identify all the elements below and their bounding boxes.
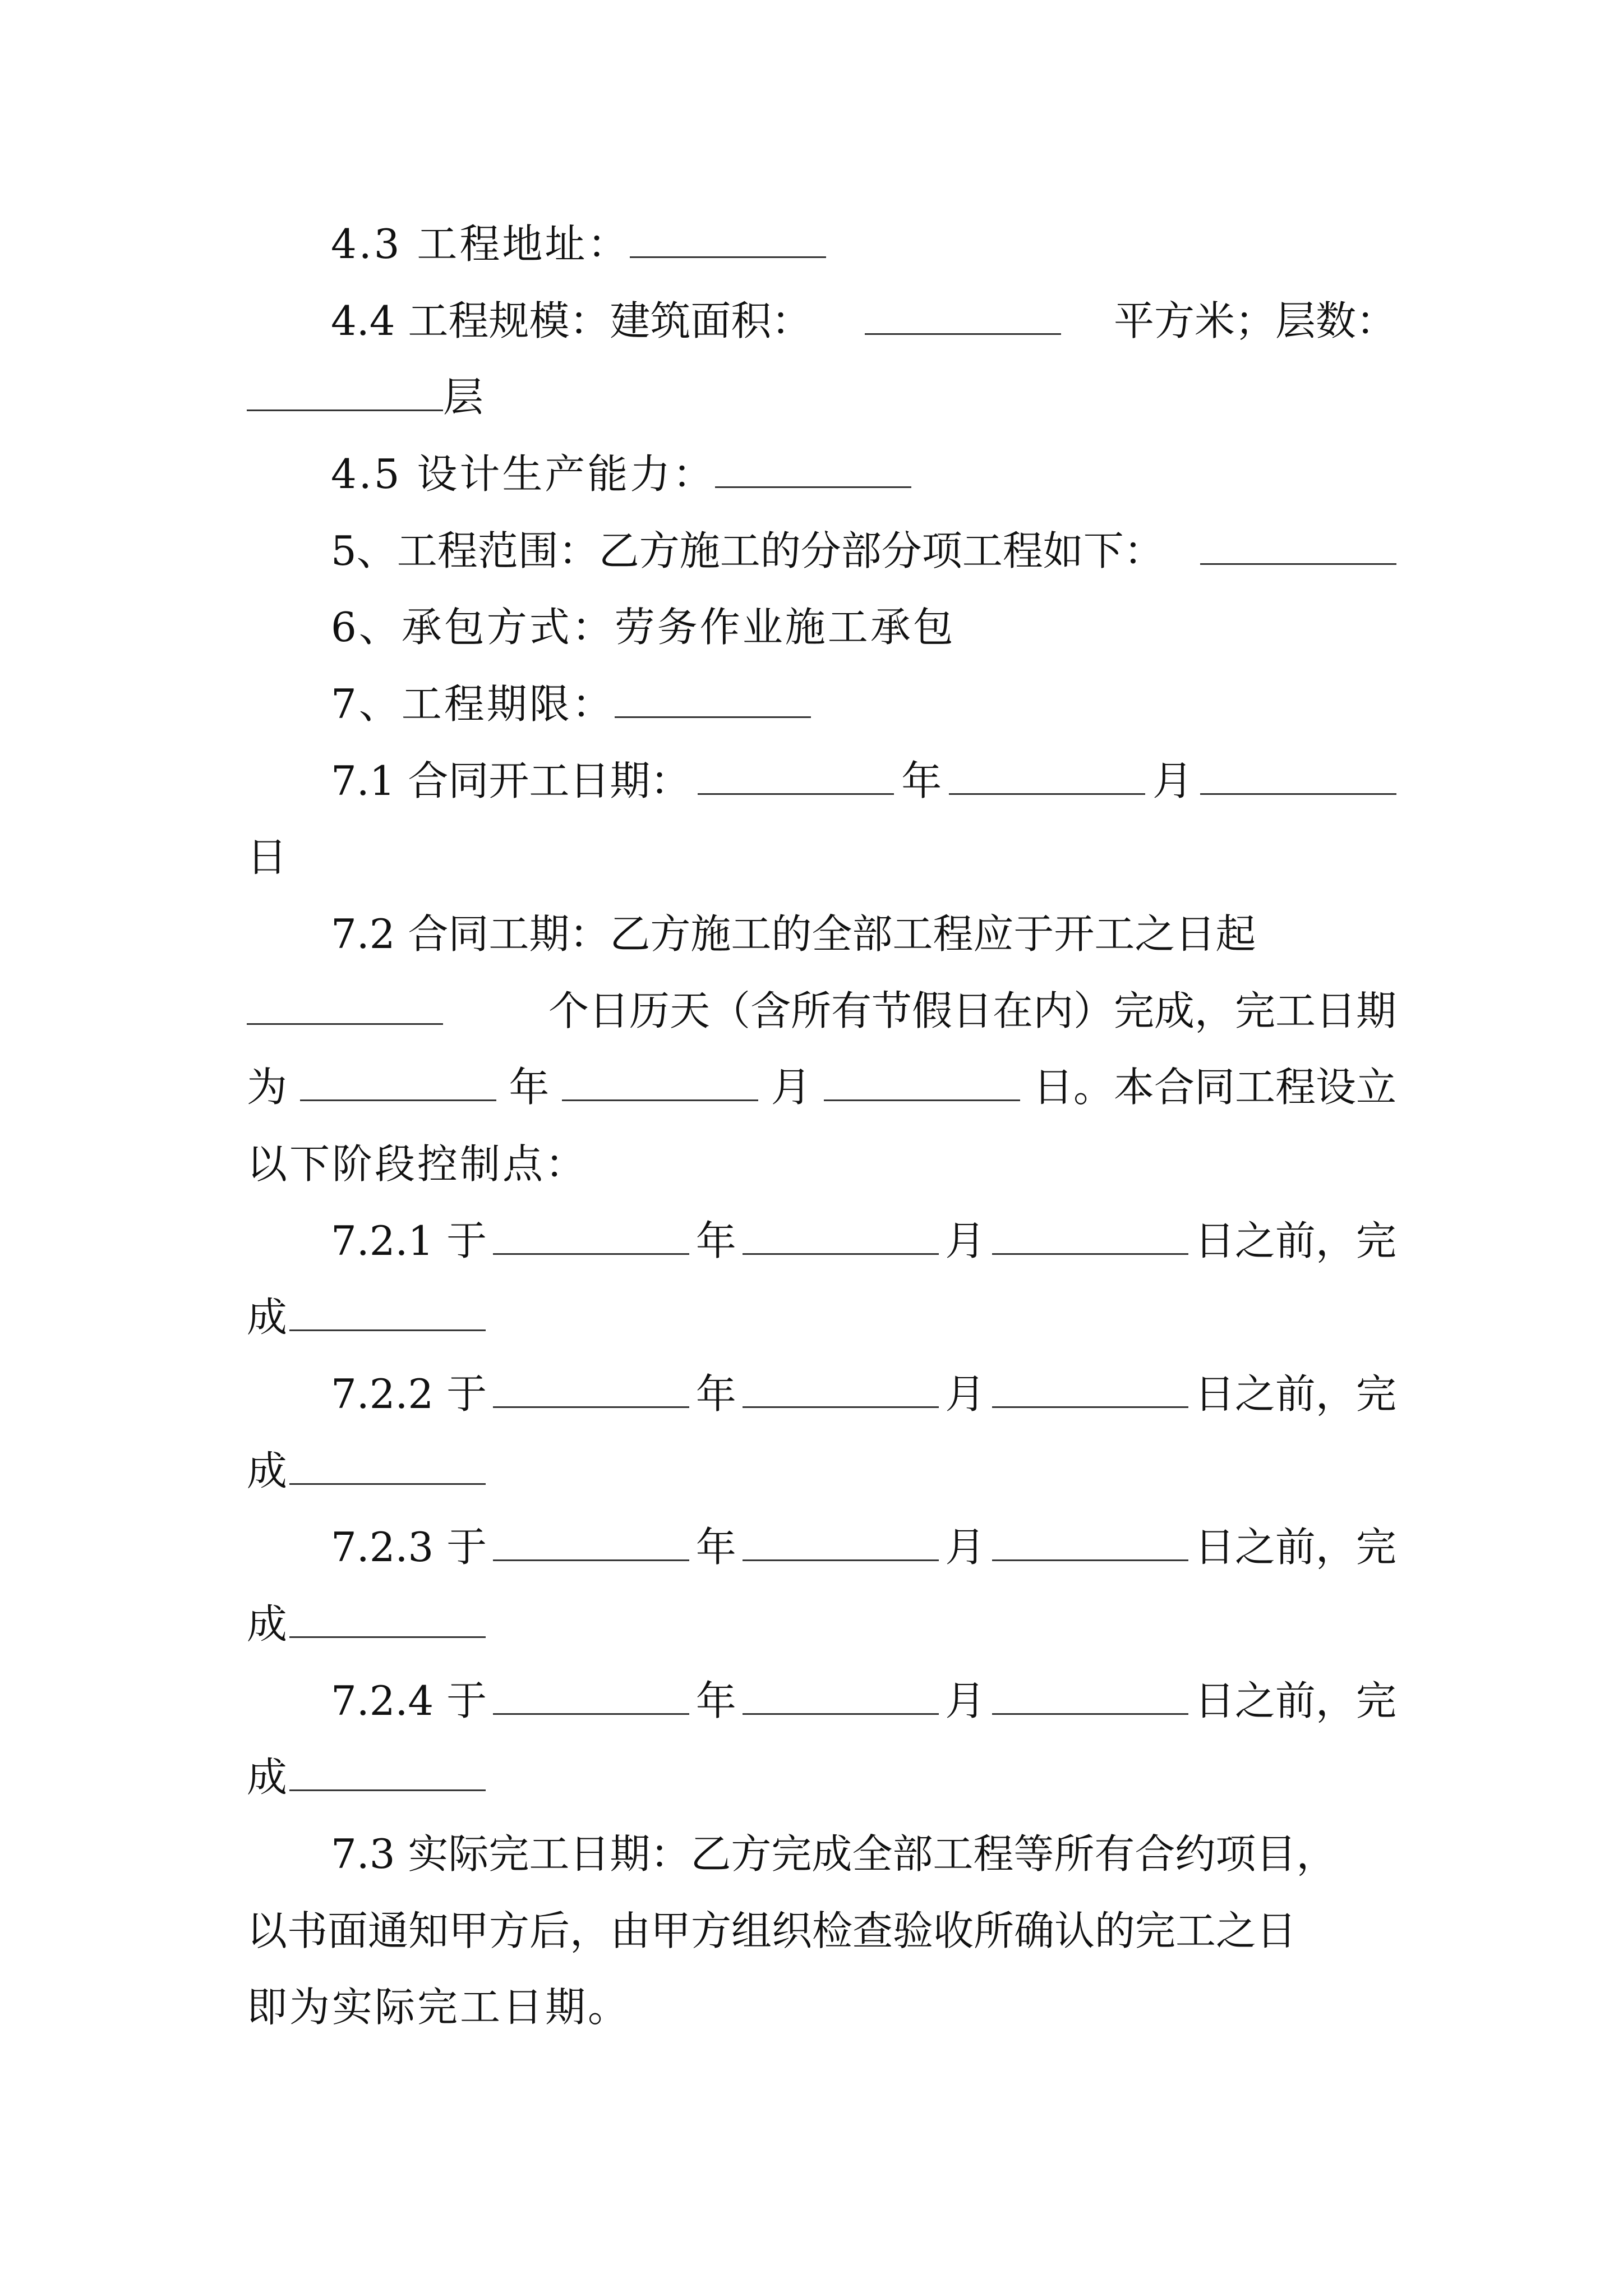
clause-text: 层 — [443, 374, 486, 421]
year-label: 年 — [509, 1064, 550, 1111]
fill-blank — [493, 1520, 689, 1561]
year-label: 年 — [695, 1524, 736, 1571]
clause-4-4-cont — [247, 369, 1396, 425]
clause-4-4 — [331, 293, 1396, 349]
clause-text: 7.3 实际完工日期：乙方完成全部工程等所有合约项目， — [331, 1830, 1337, 1878]
clause-label: 5、工程范围：乙方施工的分部分项工程如下： — [331, 527, 1164, 574]
fill-blank — [300, 1060, 496, 1101]
clause-label: 7.1 合同开工日期： — [331, 757, 691, 804]
fill-blank — [743, 1367, 939, 1408]
fill-blank — [289, 1290, 486, 1331]
month-label: 月 — [945, 1524, 986, 1571]
month-label: 月 — [945, 1217, 986, 1264]
fill-blank — [615, 677, 811, 718]
milestone-7-2-1 — [331, 1213, 1396, 1269]
year-label: 年 — [695, 1217, 736, 1264]
month-label: 月 — [945, 1370, 986, 1418]
clause-7-1 — [331, 753, 1396, 809]
clause-text: 平方米；层数： — [1113, 297, 1396, 344]
fill-blank — [630, 217, 826, 258]
clause-text: 7.2 合同工期：乙方施工的全部工程应于开工之日起 — [331, 910, 1256, 958]
month-label: 月 — [1152, 757, 1193, 804]
fill-blank — [865, 294, 1061, 335]
fill-blank — [1200, 754, 1396, 795]
fill-blank — [247, 984, 443, 1025]
clause-text: 6、承包方式：劳务作业施工承包 — [331, 604, 956, 651]
fill-blank — [949, 754, 1145, 795]
fill-blank — [743, 1674, 939, 1715]
clause-text: 成 — [247, 1294, 290, 1341]
clause-4-5 — [331, 446, 1396, 502]
clause-text: 以书面通知甲方后，由甲方组织检查验收所确认的完工之日 — [247, 1907, 1297, 1954]
fill-blank — [289, 1750, 486, 1791]
milestone-label: 7.2.2 于 — [331, 1370, 487, 1418]
clause-7-3-cont — [247, 1903, 1396, 1959]
fill-blank — [562, 1060, 758, 1101]
year-label: 年 — [695, 1677, 736, 1724]
fill-blank — [698, 754, 894, 795]
fill-blank — [1200, 524, 1396, 565]
clause-7-2-tail — [247, 1136, 1396, 1192]
clause-text: 日之前，完 — [1194, 1370, 1396, 1418]
milestone-label: 7.2.1 于 — [331, 1217, 487, 1264]
fill-blank — [992, 1520, 1188, 1561]
month-label: 月 — [945, 1677, 986, 1724]
clause-label: 4.3 工程地址： — [331, 220, 630, 268]
milestone-7-2-4 — [331, 1673, 1396, 1729]
milestone-7-2-2-cont — [247, 1443, 1396, 1499]
clause-7-2-cont — [247, 983, 1396, 1039]
clause-label: 4.4 工程规模：建筑面积： — [331, 297, 812, 344]
clause-text: 日之前，完 — [1194, 1524, 1396, 1571]
fill-blank — [743, 1214, 939, 1255]
clause-text: 日之前，完 — [1194, 1217, 1396, 1264]
clause-text: 以下阶段控制点： — [247, 1140, 588, 1188]
year-label: 年 — [901, 757, 942, 804]
clause-7-3 — [331, 1826, 1396, 1882]
clause-6 — [331, 599, 1396, 655]
clause-text: 成 — [247, 1754, 290, 1801]
clause-7-1-cont — [247, 829, 1396, 885]
fill-blank — [992, 1367, 1188, 1408]
milestone-7-2-3-cont — [247, 1596, 1396, 1652]
day-label: 日 — [247, 834, 290, 881]
clause-7-2 — [331, 906, 1396, 962]
clause-label: 7、工程期限： — [331, 680, 615, 728]
clause-text: 成 — [247, 1600, 290, 1648]
milestone-7-2-3 — [331, 1519, 1396, 1575]
fill-blank — [743, 1520, 939, 1561]
clause-text: 日。本合同工程设立 — [1032, 1064, 1396, 1111]
fill-blank — [992, 1674, 1188, 1715]
fill-blank — [715, 447, 911, 488]
fill-blank — [493, 1367, 689, 1408]
milestone-7-2-1-cont — [247, 1289, 1396, 1345]
clause-4-3 — [331, 216, 1396, 272]
clause-label: 4.5 设计生产能力： — [331, 450, 716, 498]
year-label: 年 — [695, 1370, 736, 1418]
clause-7-2-dates — [247, 1059, 1396, 1115]
month-label: 月 — [771, 1064, 811, 1111]
milestone-7-2-2 — [331, 1366, 1396, 1422]
milestone-7-2-4-cont — [247, 1749, 1396, 1805]
fill-blank — [247, 370, 443, 411]
clause-text: 即为实际完工日期。 — [247, 1984, 631, 2031]
clause-text: 日之前，完 — [1194, 1677, 1396, 1724]
clause-text: 成 — [247, 1447, 290, 1494]
fill-blank — [493, 1214, 689, 1255]
fill-blank — [493, 1674, 689, 1715]
fill-blank — [824, 1060, 1020, 1101]
clause-5 — [331, 523, 1396, 579]
milestone-label: 7.2.4 于 — [331, 1677, 487, 1724]
clause-7 — [331, 676, 1396, 732]
fill-blank — [289, 1444, 486, 1485]
fill-blank — [289, 1597, 486, 1638]
clause-7-3-tail — [247, 1979, 1396, 2035]
clause-text: 为 — [247, 1064, 288, 1111]
fill-blank — [992, 1214, 1188, 1255]
clause-text: 个日历天（含所有节假日在内）完成，完工日期 — [548, 987, 1396, 1034]
milestone-label: 7.2.3 于 — [331, 1524, 487, 1571]
